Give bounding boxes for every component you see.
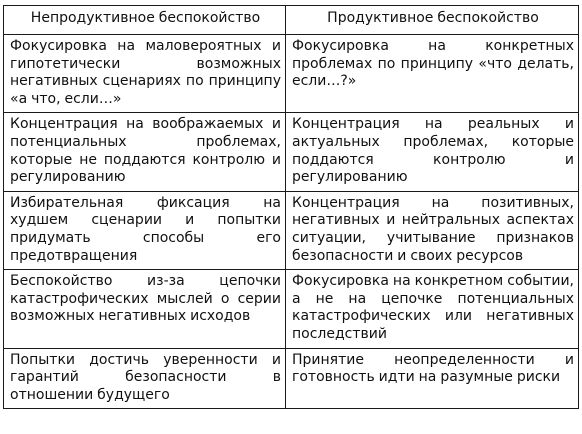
table-row — [4, 191, 579, 269]
cell-text: Фокусировка на маловероятных и гипотетически возможных негативных сценариях по принципу «а что, если…» — [10, 38, 281, 107]
cell-unproductive — [4, 270, 286, 348]
table-row — [4, 270, 579, 348]
table-row — [4, 348, 579, 409]
table-body — [4, 35, 579, 409]
cell-productive — [286, 35, 579, 113]
table-row — [4, 35, 579, 113]
cell-text: Принятие неопределенности и готовность идти на разумные риски — [292, 351, 574, 386]
table-row — [4, 113, 579, 191]
cell-text: Избирательная фиксация на худшем сценарии и попытки придумать способы его предотвращения — [10, 194, 281, 264]
cell-productive — [286, 348, 579, 409]
cell-text: Концентрация на воображаемых и потенциальных проблемах, которые не поддаются контролю и регулированию — [10, 116, 281, 186]
header-row — [4, 6, 579, 35]
cell-text: Концентрация на позитивных, негативных и нейтральных аспектах ситуации, учитывание признаков безопасности и своих ресурсов — [292, 194, 574, 264]
header-unproductive-worry: Непродуктивное беспокойство — [4, 6, 286, 35]
cell-productive — [286, 270, 579, 348]
cell-unproductive — [4, 191, 286, 269]
cell-text: Фокусировка на конкретном событии, а не на цепочке потенциальных катастрофических или негативных последствий — [292, 273, 574, 342]
cell-text: Фокусировка на конкретных проблемах по принципу «что делать, если…?» — [292, 38, 574, 90]
cell-text: Концентрация на реальных и актуальных проблемах, которые поддаются контролю и регулированию — [292, 116, 574, 186]
cell-unproductive — [4, 348, 286, 409]
table-header — [4, 6, 579, 35]
cell-unproductive — [4, 113, 286, 191]
worry-comparison-table — [3, 5, 579, 409]
cell-productive — [286, 191, 579, 269]
cell-text: Беспокойство из-за цепочки катастрофических мыслей о серии возможных негативных исходов — [10, 273, 281, 325]
header-productive-worry: Продуктивное беспокойство — [286, 6, 579, 35]
cell-productive — [286, 113, 579, 191]
cell-unproductive — [4, 35, 286, 113]
cell-text: Попытки достичь уверенности и гарантий безопасности в отношении будущего — [10, 351, 281, 403]
